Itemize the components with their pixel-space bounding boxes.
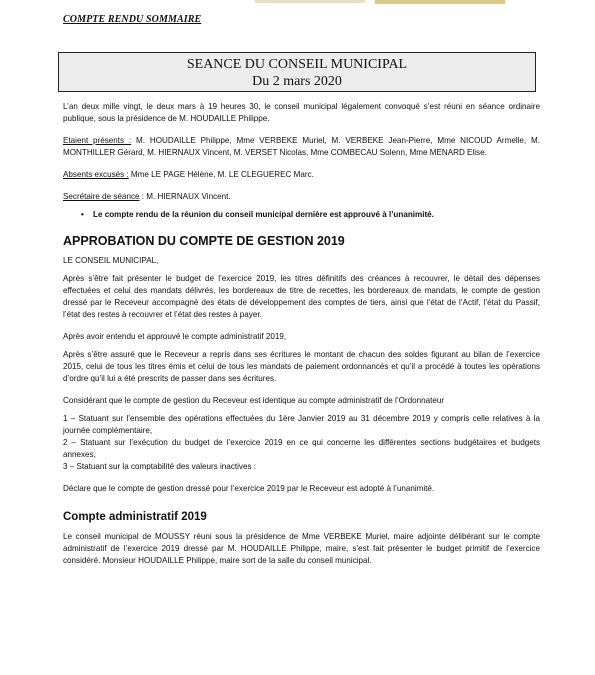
section1-conclusion: Déclare que le compte de gestion dressé pour l’exercice 2019 par le Receveur est adopté à l’unanimité. xyxy=(63,484,435,493)
absents-paragraph xyxy=(63,169,540,181)
presents-text: M. HOUDAILLE Philippe, Mme VERBEKE Muriel, M. VERBEKE Jean-Pierre, Mme NICOUD Armelle, M. MONTHILLER Gérard, M. HIERNAUX Vincent, M. VERSET Nicolas, Mme COMBECAU Solenn, Mme MENARD Elise. xyxy=(63,136,540,157)
secretary-text: : M. HIERNAUX Vincent. xyxy=(139,192,231,201)
section-heading-compte-gestion: APPROBATION DU COMPTE DE GESTION 2019 xyxy=(63,234,345,248)
absents-text: Mme LE PAGE Hélène, M. LE CLEGUEREC Marc. xyxy=(128,170,314,179)
title-box xyxy=(58,52,536,92)
secretary-paragraph xyxy=(63,191,540,203)
section1-paragraph: Après s’être assuré que le Receveur a repris dans ses écritures le montant de chacun des soldes figurant au bilan de l’exercice 2015, celui de tous les titres émis et celui de tous les mandats de paiement ordonnancés et qu’il a procédé à toutes les opérations d’ordre qu’il lui a été prescrits de passer dans ses écritures. xyxy=(63,350,540,383)
title-line-2: Du 2 mars 2020 xyxy=(252,74,342,89)
header-decoration xyxy=(255,0,505,6)
report-header-label: COMPTE RENDU SOMMAIRE xyxy=(63,14,202,25)
statuant-list xyxy=(63,413,540,473)
decoration-bar xyxy=(255,0,365,3)
section1-paragraph: Considérant que le compte de gestion du Receveur est identique au compte administratif de l’Ordonnateur xyxy=(63,396,445,405)
section1-paragraph: Après avoir entendu et approuvé le compte administratif 2019, xyxy=(63,332,287,341)
section1-paragraph: Après s’être fait présenter le budget de l’exercice 2019, les titres définitifs des créances à recouvrer, le détail des dépenses effectuées et celui des mandats délivrés, les bordereaux de titre de recettes, les bordereaux de mandats, le compte de gestion dressé par le Receveur accompagné des états de développement des comptes de tiers, ainsi que l’état de l’Actif, l’état du Passif, l’état des restes à recouvrer et l’état des restes à payer. xyxy=(63,274,540,319)
bullet-text: Le compte rendu de la réunion du conseil municipal dernière est approuvé à l’unanimité. xyxy=(93,210,434,219)
section-heading-compte-administratif: Compte administratif 2019 xyxy=(63,511,207,523)
presents-paragraph xyxy=(63,135,540,159)
section2-paragraph: Le conseil municipal de MOUSSY réuni sous la présidence de Mme VERBEKE Muriel, maire adjointe délibérant sur le compte administratif de l’exercice 2019 dressé par M. HOUDAILLE Philippe, maire, s’est fait présenter le budget primitif de l’exercice considéré. Monsieur HOUDAILLE Philippe, maire sort de la salle du conseil municipal. xyxy=(63,532,540,565)
document-body xyxy=(63,101,540,577)
list-item: 3 – Statuant sur la comptabilité des valeurs inactives : xyxy=(63,462,257,471)
intro-paragraph: L’an deux mille vingt, le deux mars à 19 heures 30, le conseil municipal légalement convoqué s’est réuni en séance ordinaire publique, sous la présidence de M. HOUDAILLE Philippe. xyxy=(63,102,540,123)
title-line-1: SEANCE DU CONSEIL MUNICIPAL xyxy=(186,57,408,72)
decoration-bar xyxy=(375,0,505,4)
absents-label: Absents excusés : xyxy=(63,170,129,179)
list-item: 2 – Statuant sur l’exécution du budget de l’exercice 2019 en ce qui concerne les différentes sections budgétaires et budgets annexes, xyxy=(63,438,540,459)
secretary-label: Secrétaire de séance xyxy=(63,192,140,201)
list-item: 1 – Statuant sur l’ensemble des opérations effectuées du 1ère Janvier 2019 au 31 décembre 2019 y compris celle relatives à la journée complémentaire, xyxy=(63,414,540,435)
section1-paragraph: LE CONSEIL MUNICIPAL, xyxy=(63,256,159,265)
bullet-symbol: • xyxy=(81,210,84,219)
presents-label: Etaient présents : xyxy=(63,136,132,145)
approval-bullet xyxy=(81,209,540,221)
